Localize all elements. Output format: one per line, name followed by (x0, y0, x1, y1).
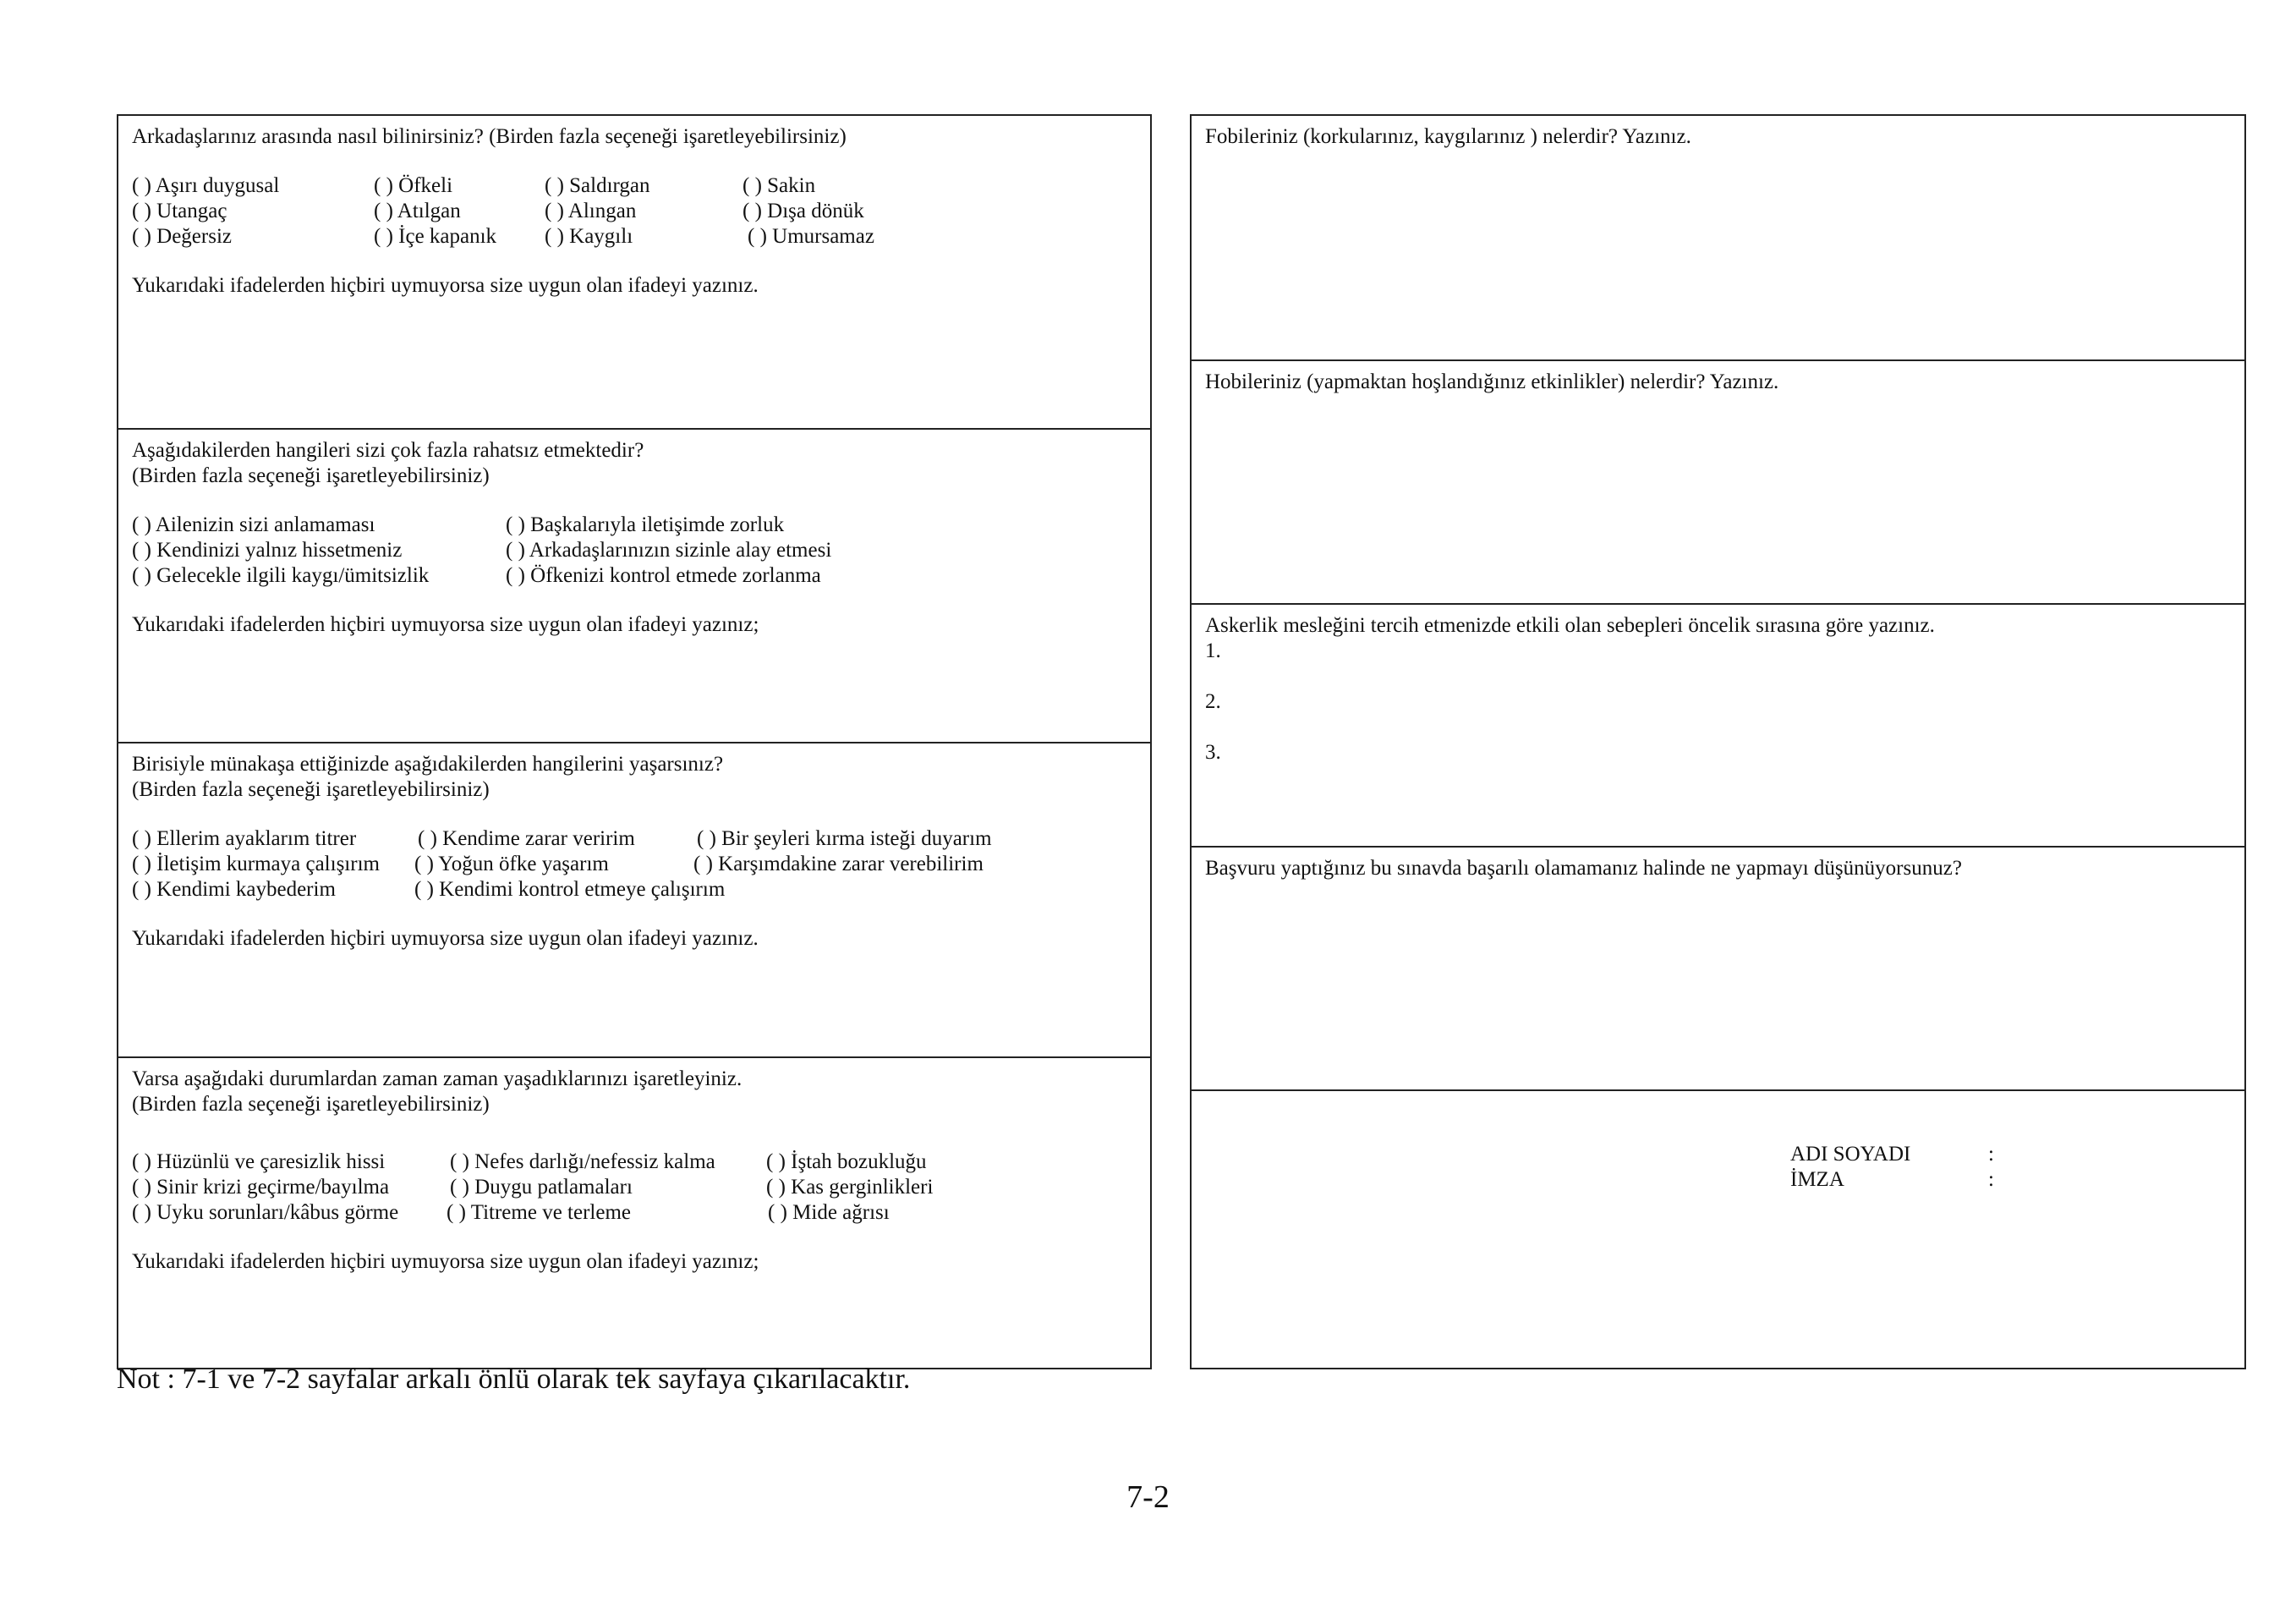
question-military-reasons (1192, 603, 2244, 847)
left-form-box (117, 114, 1152, 1369)
option-checkbox[interactable]: ( ) Kas gerginlikleri (766, 1176, 934, 1199)
question-disturbances (118, 428, 1150, 742)
signature-section (1192, 1089, 2244, 1369)
signature-colon: : (1988, 1168, 1994, 1191)
question-hint: (Birden fazla seçeneği işaretleyebilirsiniz) (132, 1093, 490, 1116)
question-symptoms (118, 1056, 1150, 1369)
option-checkbox[interactable]: ( ) Dışa dönük (743, 200, 864, 222)
signature-label: İMZA (1790, 1168, 1844, 1191)
option-checkbox[interactable]: ( ) Kendimi kontrol etmeye çalışırım (414, 878, 726, 901)
question-hint: (Birden fazla seçeneği işaretleyebilirsiniz) (132, 464, 490, 487)
option-row (132, 199, 1137, 224)
answer-line-2: 2. (1205, 690, 1221, 713)
option-row (132, 1200, 1137, 1226)
option-checkbox[interactable]: ( ) Kendimi kaybederim (132, 878, 336, 901)
question-text: Başvuru yaptığınız bu sınavda başarılı olamamanız halinde ne yapmayı düşünüyorsunuz? (1205, 857, 1962, 880)
option-row (132, 513, 1137, 538)
option-checkbox[interactable]: ( ) Bir şeyleri kırma isteği duyarım (697, 827, 992, 850)
answer-line-1: 1. (1205, 639, 1221, 662)
option-checkbox[interactable]: ( ) Kendinizi yalnız hissetmeniz (132, 539, 403, 562)
option-row (132, 538, 1137, 563)
question-text: Birisiyle münakaşa ettiğinizde aşağıdakilerden hangilerini yaşarsınız? (132, 753, 724, 776)
option-checkbox[interactable]: ( ) Sinir krizi geçirme/bayılma (132, 1176, 390, 1199)
option-checkbox[interactable]: ( ) Aşırı duygusal (132, 174, 280, 197)
answer-line-3: 3. (1205, 741, 1221, 764)
option-checkbox[interactable]: ( ) Titreme ve terleme (447, 1201, 631, 1224)
option-row (132, 826, 1137, 852)
option-row (132, 1175, 1137, 1200)
option-row (132, 1149, 1137, 1175)
right-form-box (1190, 114, 2246, 1369)
option-checkbox[interactable]: ( ) İletişim kurmaya çalışırım (132, 853, 380, 875)
page-note: Not : 7-1 ve 7-2 sayfalar arkalı önlü olarak tek sayfaya çıkarılacaktır. (117, 1363, 911, 1395)
option-row (132, 877, 1137, 903)
option-checkbox[interactable]: ( ) Mide ağrısı (768, 1201, 890, 1224)
option-checkbox[interactable]: ( ) İçe kapanık (374, 225, 497, 248)
option-checkbox[interactable]: ( ) Hüzünlü ve çaresizlik hissi (132, 1150, 386, 1173)
option-checkbox[interactable]: ( ) Alıngan (545, 200, 637, 222)
free-text-instruction: Yukarıdaki ifadelerden hiçbiri uymuyorsa size uygun olan ifadeyi yazınız; (132, 613, 759, 636)
question-failure-plan (1192, 846, 2244, 1090)
option-checkbox[interactable]: ( ) Nefes darlığı/nefessiz kalma (450, 1150, 715, 1173)
option-checkbox[interactable]: ( ) Arkadaşlarınızın sizinle alay etmesi (506, 539, 832, 562)
question-argument-reactions (118, 742, 1150, 1056)
option-checkbox[interactable]: ( ) Başkalarıyla iletişimde zorluk (506, 513, 785, 536)
option-checkbox[interactable]: ( ) Umursamaz (748, 225, 874, 248)
option-checkbox[interactable]: ( ) İştah bozukluğu (766, 1150, 927, 1173)
page-number: 7-2 (1126, 1479, 1170, 1515)
free-text-instruction: Yukarıdaki ifadelerden hiçbiri uymuyorsa size uygun olan ifadeyi yazınız. (132, 274, 759, 297)
question-text: Aşağıdakilerden hangileri sizi çok fazla rahatsız etmektedir? (132, 439, 644, 462)
question-text: Askerlik mesleğini tercih etmenizde etkili olan sebepleri öncelik sırasına göre yazınız. (1205, 614, 1935, 637)
option-checkbox[interactable]: ( ) Öfkenizi kontrol etmede zorlanma (506, 564, 821, 587)
option-checkbox[interactable]: ( ) Yoğun öfke yaşarım (414, 853, 609, 875)
option-checkbox[interactable]: ( ) Utangaç (132, 200, 227, 222)
option-checkbox[interactable]: ( ) Atılgan (374, 200, 461, 222)
question-text: Hobileriniz (yapmaktan hoşlandığınız etkinlikler) nelerdir? Yazınız. (1205, 370, 1779, 393)
question-friends-perception (118, 116, 1150, 430)
option-row (132, 224, 1137, 250)
option-checkbox[interactable]: ( ) Duygu patlamaları (450, 1176, 633, 1199)
option-row (132, 852, 1137, 877)
question-text: Varsa aşağıdaki durumlardan zaman zaman yaşadıklarınızı işaretleyiniz. (132, 1067, 743, 1090)
option-checkbox[interactable]: ( ) Gelecekle ilgili kaygı/ümitsizlik (132, 564, 430, 587)
option-checkbox[interactable]: ( ) Sakin (743, 174, 816, 197)
question-hobbies (1192, 359, 2244, 604)
option-checkbox[interactable]: ( ) Ailenizin sizi anlamaması (132, 513, 375, 536)
option-checkbox[interactable]: ( ) Ellerim ayaklarım titrer (132, 827, 357, 850)
option-checkbox[interactable]: ( ) Kendime zarar veririm (418, 827, 635, 850)
option-checkbox[interactable]: ( ) Saldırgan (545, 174, 650, 197)
name-colon: : (1988, 1143, 1994, 1166)
question-phobias (1192, 116, 2244, 360)
question-text: Fobileriniz (korkularınız, kaygılarınız ) nelerdir? Yazınız. (1205, 125, 1691, 148)
option-row (132, 563, 1137, 589)
option-row (132, 173, 1137, 199)
option-checkbox[interactable]: ( ) Kaygılı (545, 225, 633, 248)
option-checkbox[interactable]: ( ) Değersiz (132, 225, 232, 248)
free-text-instruction: Yukarıdaki ifadelerden hiçbiri uymuyorsa size uygun olan ifadeyi yazınız. (132, 927, 759, 950)
option-checkbox[interactable]: ( ) Karşımdakine zarar verebilirim (693, 853, 984, 875)
free-text-instruction: Yukarıdaki ifadelerden hiçbiri uymuyorsa size uygun olan ifadeyi yazınız; (132, 1250, 759, 1273)
option-checkbox[interactable]: ( ) Öfkeli (374, 174, 453, 197)
option-checkbox[interactable]: ( ) Uyku sorunları/kâbus görme (132, 1201, 399, 1224)
name-label: ADI SOYADI (1790, 1143, 1911, 1166)
question-text: Arkadaşlarınız arasında nasıl bilinirsiniz? (Birden fazla seçeneği işaretleyebilirsiniz) (132, 125, 847, 148)
question-hint: (Birden fazla seçeneği işaretleyebilirsiniz) (132, 778, 490, 801)
